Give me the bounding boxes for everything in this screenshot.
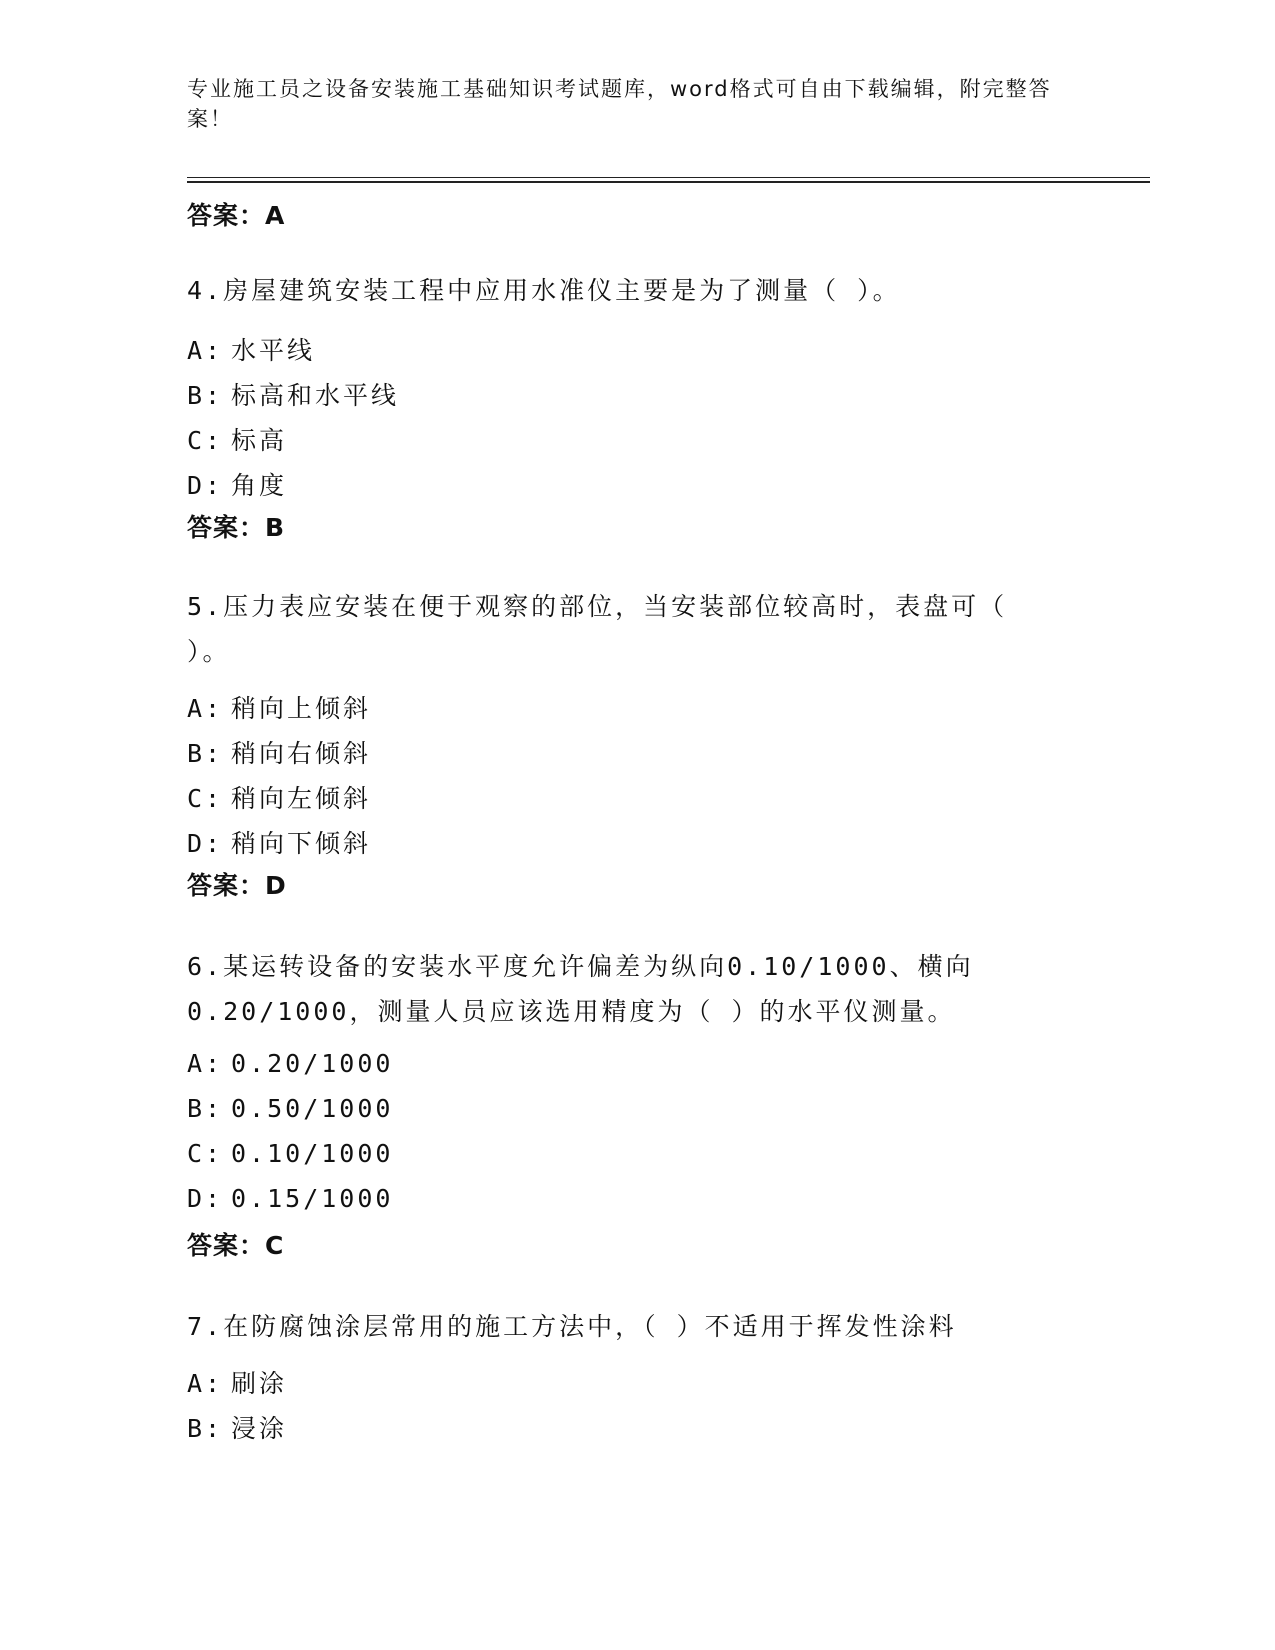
question-stem: 5.压力表应安装在便于观察的部位，当安装部位较高时，表盘可（ ）。 <box>187 592 1008 666</box>
option-label: C: <box>187 1139 224 1168</box>
option-label: A: <box>187 1049 224 1078</box>
option-label: B: <box>187 381 224 410</box>
header-divider <box>187 177 1150 178</box>
option-text: 水平线 <box>231 336 316 365</box>
option-label: D: <box>187 471 224 500</box>
option-text: 0.10/1000 <box>231 1139 394 1168</box>
option-text: 刷涂 <box>231 1369 288 1398</box>
option-a <box>187 331 315 367</box>
option-text: 浸涂 <box>231 1414 288 1443</box>
option-b <box>187 1094 393 1123</box>
option-label: B: <box>187 739 224 768</box>
option-text: 0.50/1000 <box>231 1094 394 1123</box>
answer-line: 答案：B <box>187 513 286 542</box>
option-c <box>187 421 287 457</box>
answer-line: 答案：A <box>187 201 286 230</box>
option-label: D: <box>187 829 224 858</box>
option-a <box>187 689 371 725</box>
question-stem: 7.在防腐蚀涂层常用的施工方法中，（ ）不适用于挥发性涂料 <box>187 1312 957 1341</box>
answer-line: 答案：D <box>187 871 287 900</box>
option-text: 稍向上倾斜 <box>231 694 372 723</box>
option-a <box>187 1364 287 1400</box>
answer-line: 答案：C <box>187 1231 285 1260</box>
option-text: 稍向右倾斜 <box>231 739 372 768</box>
option-label: A: <box>187 336 224 365</box>
option-b <box>187 734 371 770</box>
option-b <box>187 1409 287 1445</box>
option-label: B: <box>187 1414 224 1443</box>
option-text: 角度 <box>231 471 288 500</box>
option-d <box>187 466 287 502</box>
question-stem: 4.房屋建筑安装工程中应用水准仪主要是为了测量（ ）。 <box>187 276 901 305</box>
option-a <box>187 1049 393 1078</box>
option-label: A: <box>187 1369 224 1398</box>
option-label: B: <box>187 1094 224 1123</box>
option-c <box>187 1139 393 1168</box>
option-text: 稍向下倾斜 <box>231 829 372 858</box>
option-b <box>187 376 399 412</box>
option-text: 0.20/1000 <box>231 1049 394 1078</box>
option-d <box>187 1184 393 1213</box>
document-header: 专业施工员之设备安装施工基础知识考试题库，word格式可自由下载编辑，附完整答案！ <box>187 77 1052 131</box>
question-stem: 6.某运转设备的安装水平度允许偏差为纵向0.10/1000、横向0.20/1000，测量人员应该选用精度为（ ）的水平仪测量。 <box>187 952 974 1026</box>
header-divider-thick <box>187 181 1150 183</box>
option-text: 0.15/1000 <box>231 1184 394 1213</box>
option-label: A: <box>187 694 224 723</box>
option-text: 标高和水平线 <box>231 381 400 410</box>
option-label: D: <box>187 1184 224 1213</box>
option-label: C: <box>187 784 224 813</box>
option-text: 稍向左倾斜 <box>231 784 372 813</box>
option-label: C: <box>187 426 224 455</box>
option-text: 标高 <box>231 426 288 455</box>
option-d <box>187 824 371 860</box>
option-c <box>187 779 371 815</box>
